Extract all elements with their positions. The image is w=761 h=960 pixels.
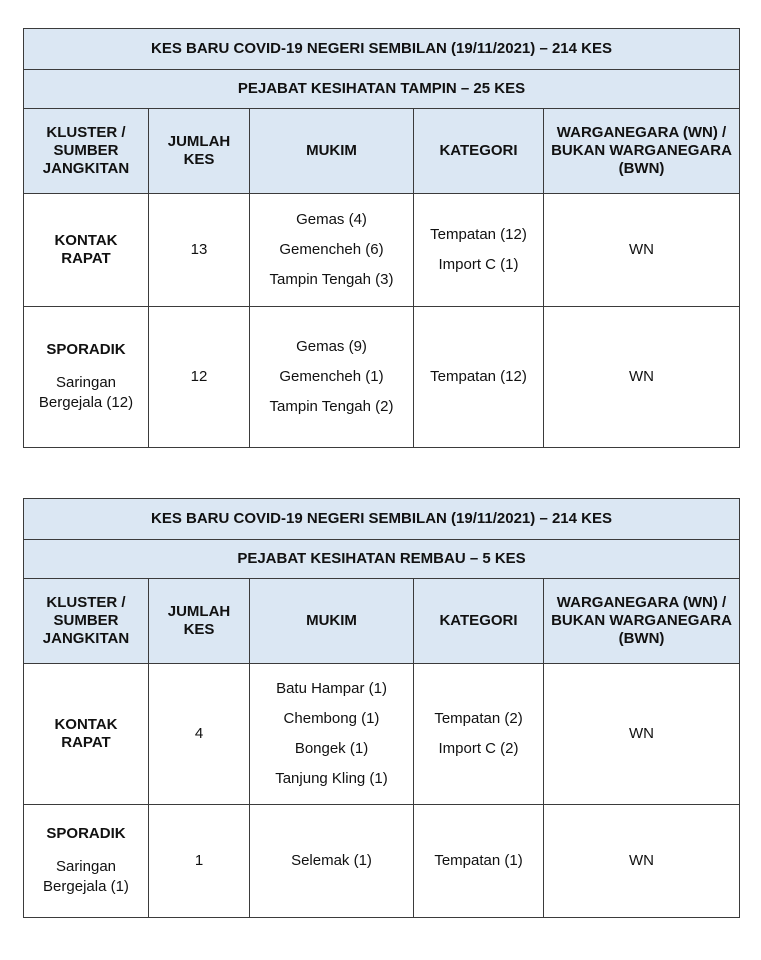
- table-row: [24, 664, 740, 805]
- table-row: [24, 307, 740, 448]
- cell-warganegara: WN: [544, 664, 740, 805]
- mukim-item: Bongek (1): [294, 740, 369, 757]
- header-mukim: MUKIM: [250, 579, 414, 664]
- kategori-item: Import C (1): [438, 256, 519, 273]
- kluster-note: Saringan Bergejala (1): [43, 858, 129, 895]
- mukim-item: Tampin Tengah (3): [269, 271, 394, 288]
- kategori-item: Tempatan (12): [430, 368, 527, 385]
- kategori-item: Tempatan (1): [434, 852, 523, 869]
- table-subtitle-row: [24, 70, 740, 109]
- cell-jumlah: 13: [149, 194, 250, 307]
- table-title: KES BARU COVID-19 NEGERI SEMBILAN (19/11/2021) – 214 KES: [24, 499, 740, 540]
- kluster-note: Saringan Bergejala (12): [38, 374, 134, 411]
- header-warganegara: WARGANEGARA (WN) / BUKAN WARGANEGARA (BWN): [544, 579, 740, 664]
- cell-mukim: [250, 805, 414, 918]
- header-kluster: KLUSTER / SUMBER JANGKITAN: [24, 579, 149, 664]
- mukim-item: Gemas (9): [296, 338, 367, 355]
- mukim-item: Gemencheh (6): [279, 241, 384, 258]
- table-row: [24, 805, 740, 918]
- header-mukim: MUKIM: [250, 109, 414, 194]
- top-margin: [0, 0, 761, 28]
- header-kategori: KATEGORI: [414, 579, 544, 664]
- kategori-item: Import C (2): [438, 740, 519, 757]
- kluster-title: SPORADIK: [46, 341, 126, 358]
- table-subtitle: PEJABAT KESIHATAN REMBAU – 5 KES: [24, 540, 740, 579]
- cell-jumlah: 12: [149, 307, 250, 448]
- mukim-item: Chembong (1): [283, 710, 380, 727]
- cell-jumlah: 1: [149, 805, 250, 918]
- header-kluster: KLUSTER / SUMBER JANGKITAN: [24, 109, 149, 194]
- cell-kluster: KONTAK RAPAT: [24, 194, 149, 307]
- mukim-item: Gemencheh (1): [279, 368, 384, 385]
- tampin-case-table: [23, 28, 740, 448]
- cell-mukim: [250, 664, 414, 805]
- table-title-row: [24, 499, 740, 540]
- header-jumlah: JUMLAH KES: [149, 109, 250, 194]
- cell-kategori: [414, 307, 544, 448]
- mukim-item: Gemas (4): [296, 211, 367, 228]
- cell-kluster: [24, 805, 149, 918]
- mukim-item: Selemak (1): [291, 852, 372, 869]
- cell-kategori: [414, 805, 544, 918]
- cell-jumlah: 4: [149, 664, 250, 805]
- header-kategori: KATEGORI: [414, 109, 544, 194]
- cell-warganegara: WN: [544, 307, 740, 448]
- cell-kategori: [414, 664, 544, 805]
- cell-warganegara: WN: [544, 805, 740, 918]
- table-subtitle: PEJABAT KESIHATAN TAMPIN – 25 KES: [24, 70, 740, 109]
- column-header-row: [24, 109, 740, 194]
- rembau-case-table: [23, 498, 740, 918]
- header-jumlah: JUMLAH KES: [149, 579, 250, 664]
- table-title: KES BARU COVID-19 NEGERI SEMBILAN (19/11/2021) – 214 KES: [24, 29, 740, 70]
- cell-kluster: KONTAK RAPAT: [24, 664, 149, 805]
- column-header-row: [24, 579, 740, 664]
- header-warganegara: WARGANEGARA (WN) / BUKAN WARGANEGARA (BWN): [544, 109, 740, 194]
- cell-warganegara: WN: [544, 194, 740, 307]
- cell-mukim: [250, 307, 414, 448]
- mukim-item: Tanjung Kling (1): [275, 770, 388, 787]
- table-title-row: [24, 29, 740, 70]
- mukim-item: Tampin Tengah (2): [269, 398, 394, 415]
- table-separator: [0, 452, 761, 496]
- kluster-title: SPORADIK: [46, 825, 126, 842]
- kategori-item: Tempatan (2): [434, 710, 523, 727]
- mukim-item: Batu Hampar (1): [276, 680, 387, 697]
- cell-kluster: [24, 307, 149, 448]
- kategori-item: Tempatan (12): [430, 226, 527, 243]
- table-row: [24, 194, 740, 307]
- cell-mukim: [250, 194, 414, 307]
- table-subtitle-row: [24, 540, 740, 579]
- cell-kategori: [414, 194, 544, 307]
